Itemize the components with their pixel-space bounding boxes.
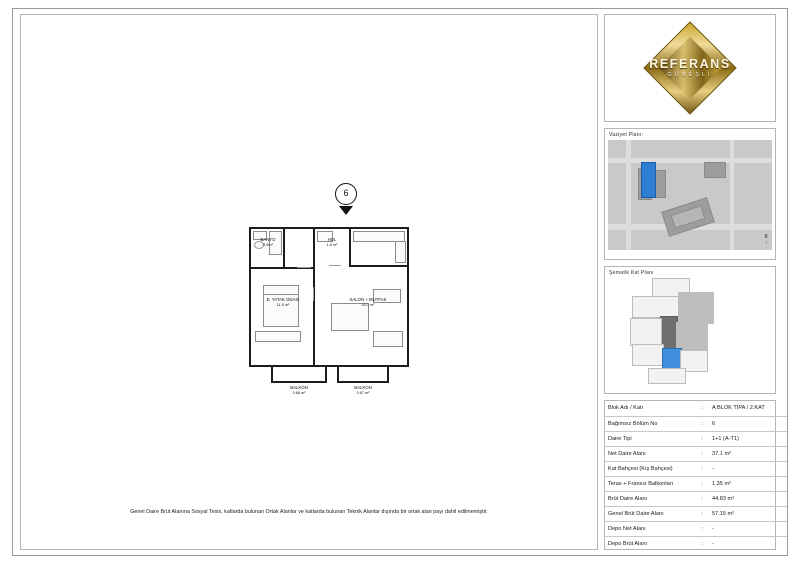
brand-subtitle: GÜNEŞLİ: [667, 71, 713, 78]
info-sep: :: [695, 461, 709, 476]
info-value: 57.15 m²: [709, 506, 787, 521]
info-sep: :: [695, 521, 709, 536]
info-sep: :: [695, 491, 709, 506]
info-label: Teras + Fransız Balkonları: [605, 476, 695, 491]
info-sep: :: [701, 540, 703, 547]
schematic-image: [608, 278, 772, 384]
info-label: Bağımsız Bölüm No: [605, 416, 695, 431]
table-row: [605, 431, 787, 446]
room-label-banyo: BANYO 3.5m²: [260, 237, 276, 248]
table-row: [605, 416, 787, 431]
info-sep: :: [695, 431, 709, 446]
north-indicator: K ↑: [764, 234, 768, 246]
apartment-number: 6: [335, 183, 357, 205]
table-row: [605, 476, 787, 491]
info-value: 1+1 (A-T1): [709, 431, 787, 446]
site-plan-panel: [604, 128, 776, 260]
info-sep: :: [695, 506, 709, 521]
info-sep: :: [695, 446, 709, 461]
diamond-logo-icon: [638, 26, 742, 110]
info-value: 37.1 m²: [709, 446, 787, 461]
info-label: Depo Brüt Alanı: [608, 540, 648, 547]
info-value: 1.35 m²: [709, 476, 787, 491]
plan-drawing-frame: [20, 14, 598, 550]
highlighted-block: [641, 162, 656, 198]
room-label-salon-mutfak: SALON + MUTFAK 20.1 m²: [349, 297, 387, 308]
info-column: [604, 14, 776, 550]
table-row: [605, 401, 787, 416]
info-value: 6: [709, 416, 787, 431]
info-sep: :: [695, 401, 709, 416]
brand-logo: [604, 14, 776, 122]
site-plan-caption: Vaziyet Planı:: [609, 132, 644, 138]
table-row: [605, 461, 787, 476]
info-label: Blok Adı / Katı: [605, 401, 695, 416]
info-value: 44.83 m²: [709, 491, 787, 506]
info-label: Genel Brüt Daire Alanı: [605, 506, 695, 521]
brand-name: REFERANS: [649, 57, 731, 71]
footer-note: Genel Daire Brüt Alanına Sosyal Tesis, katlarda bulunan Ortak Alanlar ve katlarda bulunan Teknik Alanlar dışında bir ortak alan payı dahil edilmemiştir.: [130, 509, 488, 515]
table-row: [605, 536, 787, 551]
room-label-yatak-odasi: E. YATAK ODASI 11.9 m²: [266, 297, 300, 308]
info-label: Depo Net Alanı: [605, 521, 695, 536]
table-row: [605, 446, 787, 461]
site-plan-image: [608, 140, 772, 250]
info-value: -: [712, 540, 714, 547]
table-row: [605, 491, 787, 506]
info-value: -: [709, 521, 787, 536]
info-label: Net Daire Alanı: [605, 446, 695, 461]
schematic-floor-plan-panel: [604, 266, 776, 394]
info-sep: :: [695, 476, 709, 491]
room-label-hol: HOL 1.6 m²: [326, 237, 338, 248]
info-table-body: [605, 401, 787, 551]
info-label: Brüt Daire Alanı: [605, 491, 695, 506]
info-value: A BLOK TİPA / 2.KAT: [709, 401, 787, 416]
table-row: [605, 521, 787, 536]
room-label-balkon-1: BALKON 0.68 m²: [290, 385, 308, 396]
unit-info-table: [604, 400, 776, 550]
apartment-marker: [326, 183, 366, 215]
direction-arrow-icon: [339, 206, 353, 215]
info-label: Kat Bahçesi (Kış Bahçesi): [605, 461, 695, 476]
room-label-balkon-2: BALKON 0.67 m²: [354, 385, 372, 396]
floor-plan-drawing: [249, 227, 409, 402]
info-value: -: [709, 461, 787, 476]
schematic-caption: Şematik Kat Planı: [609, 270, 654, 276]
table-row: [605, 506, 787, 521]
info-label: Daire Tipi: [605, 431, 695, 446]
info-sep: :: [695, 416, 709, 431]
